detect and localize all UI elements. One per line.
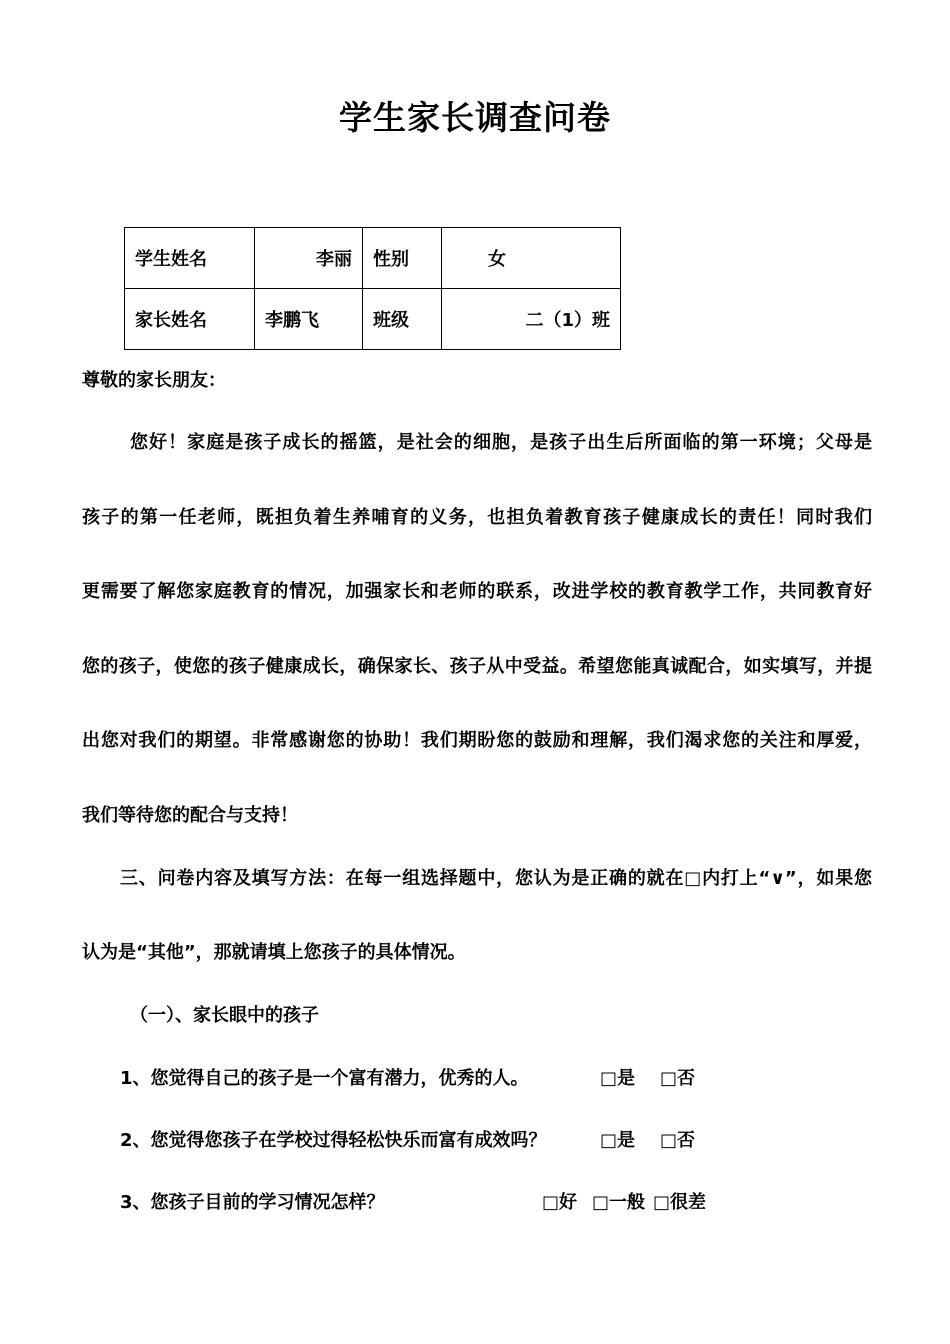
- question-2-option-yes-checkbox[interactable]: □是: [600, 1130, 636, 1151]
- intro-line: 您的孩子，使您的孩子健康成长，确保家长、孩子从中受益。希望您能真诚配合，如实填写，并提: [82, 656, 872, 677]
- section-title: （一）、家长眼中的孩子: [130, 1005, 319, 1026]
- gender-value: 女: [442, 228, 621, 289]
- question-3-text: 3、您孩子目前的学习情况怎样？: [120, 1192, 385, 1213]
- question-3-option-poor-checkbox[interactable]: □很差: [653, 1192, 707, 1213]
- question-1-option-yes-checkbox[interactable]: □是: [600, 1068, 636, 1089]
- student-name-label: 学生姓名: [125, 228, 255, 289]
- question-3-option-average-checkbox[interactable]: □一般: [592, 1192, 646, 1213]
- class-value: 二（1）班: [442, 289, 621, 350]
- question-1-text: 1、您觉得自己的孩子是一个富有潜力，优秀的人。: [120, 1068, 529, 1089]
- gender-label: 性别: [363, 228, 442, 289]
- table-row: [125, 228, 621, 289]
- page-title: 学生家长调查问卷: [339, 98, 611, 137]
- question-1-option-no-checkbox[interactable]: □否: [660, 1068, 696, 1089]
- intro-line: 更需要了解您家庭教育的情况，加强家长和老师的联系，改进学校的教育教学工作，共同教育好: [82, 581, 872, 602]
- student-name-value: 李丽: [255, 228, 363, 289]
- method-line: 认为是“其他”，那就请填上您孩子的具体情况。: [82, 942, 466, 963]
- table-row: [125, 289, 621, 350]
- parent-name-value: 李鹏飞: [255, 289, 363, 350]
- intro-line: 出您对我们的期望。非常感谢您的协助！我们期盼您的鼓励和理解，我们渴求您的关注和厚爱，: [82, 730, 872, 751]
- greeting: 尊敬的家长朋友：: [82, 370, 226, 391]
- method-line: 三、问卷内容及填写方法：在每一组选择题中，您认为是正确的就在□内打上“∨”，如果您: [120, 868, 872, 889]
- parent-name-label: 家长姓名: [125, 289, 255, 350]
- intro-line: 孩子的第一任老师，既担负着生养哺育的义务，也担负着教育孩子健康成长的责任！同时我们: [82, 507, 872, 528]
- intro-line: 您好！家庭是孩子成长的摇篮，是社会的细胞，是孩子出生后所面临的第一环境；父母是: [130, 432, 872, 453]
- intro-line: 我们等待您的配合与支持！: [82, 805, 298, 826]
- student-info-table: [124, 227, 621, 350]
- question-2-option-no-checkbox[interactable]: □否: [660, 1130, 696, 1151]
- question-2-text: 2、您觉得您孩子在学校过得轻松快乐而富有成效吗？: [120, 1130, 547, 1151]
- class-label: 班级: [363, 289, 442, 350]
- question-3-option-good-checkbox[interactable]: □好: [542, 1192, 578, 1213]
